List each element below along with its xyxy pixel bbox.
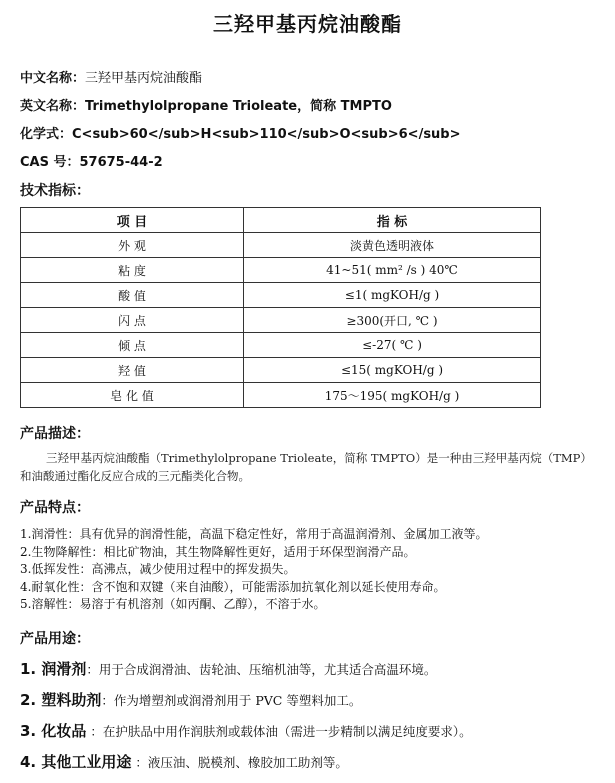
list-item: 2.生物降解性：相比矿物油，其生物降解性更好，适用于环保型润滑产品。: [20, 544, 416, 559]
spec-value: 175～195( mgKOH/g ): [244, 383, 541, 408]
english-name-label: 英文名称：: [20, 99, 86, 114]
chinese-name-value: 三羟甲基丙烷油酸酯: [85, 71, 203, 86]
use-item: [20, 720, 472, 741]
description-text: 三羟甲基丙烷油酸酯（Trimethylolpropane Trioleate，简称 TMPTO）是一种由三羟甲基丙烷（TMP）和油酸通过酯化反应合成的三元酯类化合物。: [20, 451, 592, 483]
use-key: 1. 润滑剂: [20, 660, 87, 678]
spec-item: 羟 值: [21, 358, 244, 383]
features-list: [20, 526, 487, 614]
list-item: 1.润滑性：具有优异的润滑性能，高温下稳定性好，常用于高温润滑剂、金属加工液等。: [20, 527, 488, 541]
spec-value: ≤15( mgKOH/g ): [244, 358, 541, 383]
spec-value: 41~51( mm² /s ) 40℃: [244, 258, 541, 283]
use-item: [20, 658, 436, 679]
use-key: 4. 其他工业用途: [20, 753, 132, 771]
use-text: 在护肤品中用作润肤剂或载体油（需进一步精制以满足纯度要求）。: [102, 724, 472, 739]
cas-value: 57675-44-2: [79, 155, 163, 170]
spec-item: 酸 值: [21, 283, 244, 308]
spec-header-value: 指 标: [244, 208, 541, 233]
use-sep: ：: [101, 693, 114, 708]
spec-item: 闪 点: [21, 308, 244, 333]
features-heading: 产品特点：: [20, 500, 90, 516]
table-row: [21, 358, 541, 383]
spec-header-item: 项 目: [21, 208, 244, 233]
spec-table: [20, 207, 541, 408]
chinese-name-label: 中文名称：: [20, 71, 86, 86]
spec-item: 皂 化 值: [21, 383, 244, 408]
use-sep: ：: [86, 662, 99, 677]
tech-spec-heading: 技术指标：: [20, 183, 90, 199]
use-sep: ：: [86, 724, 103, 739]
table-row: [21, 233, 541, 258]
spec-item: 粘 度: [21, 258, 244, 283]
english-name-row: [20, 95, 392, 114]
list-item: 5.溶解性：易溶于有机溶剂（如丙酮、乙醇），不溶于水。: [20, 597, 326, 611]
description-heading: 产品描述：: [20, 426, 90, 442]
spec-item: 倾 点: [21, 333, 244, 358]
table-row: [21, 258, 541, 283]
formula-row: [20, 123, 461, 142]
list-item: 4.耐氧化性：含不饱和双键（来自油酸），可能需添加抗氧化剂以延长使用寿命。: [20, 579, 446, 594]
use-sep: ：: [131, 755, 148, 770]
table-row: [21, 333, 541, 358]
list-item: 3.低挥发性：高沸点，减少使用过程中的挥发损失。: [20, 562, 296, 576]
formula-value: C<sub>60</sub>H<sub>110</sub>O<sub>6</sub>: [72, 127, 461, 142]
use-text: 作为增塑剂或润滑剂用于 PVC 等塑料加工。: [113, 693, 362, 708]
use-key: 3. 化妆品: [20, 722, 87, 740]
uses-heading: 产品用途：: [20, 631, 90, 647]
use-item: [20, 751, 348, 772]
page-title: 三羟甲基丙烷油酸酯: [213, 12, 402, 36]
use-text: 用于合成润滑油、齿轮油、压缩机油等，尤其适合高温环境。: [98, 662, 437, 677]
table-row: [21, 383, 541, 408]
use-text: 液压油、脱模剂、橡胶加工助剂等。: [147, 755, 348, 770]
cas-row: [20, 151, 163, 170]
spec-value: ≤-27( ℃ ): [244, 333, 541, 358]
spec-value: ≥300(开口, ℃ ): [244, 308, 541, 333]
english-name-value: Trimethylolpropane Trioleate，简称 TMPTO: [85, 99, 392, 114]
spec-table-header: [21, 208, 541, 233]
table-row: [21, 308, 541, 333]
spec-value: ≤1( mgKOH/g ): [244, 283, 541, 308]
chinese-name-row: [20, 67, 202, 86]
use-item: [20, 689, 361, 710]
use-key: 2. 塑料助剂: [20, 691, 102, 709]
spec-value: 淡黄色透明液体: [244, 233, 541, 258]
table-row: [21, 283, 541, 308]
spec-item: 外 观: [21, 233, 244, 258]
formula-label: 化学式：: [20, 127, 73, 142]
cas-label: CAS 号：: [20, 155, 80, 170]
